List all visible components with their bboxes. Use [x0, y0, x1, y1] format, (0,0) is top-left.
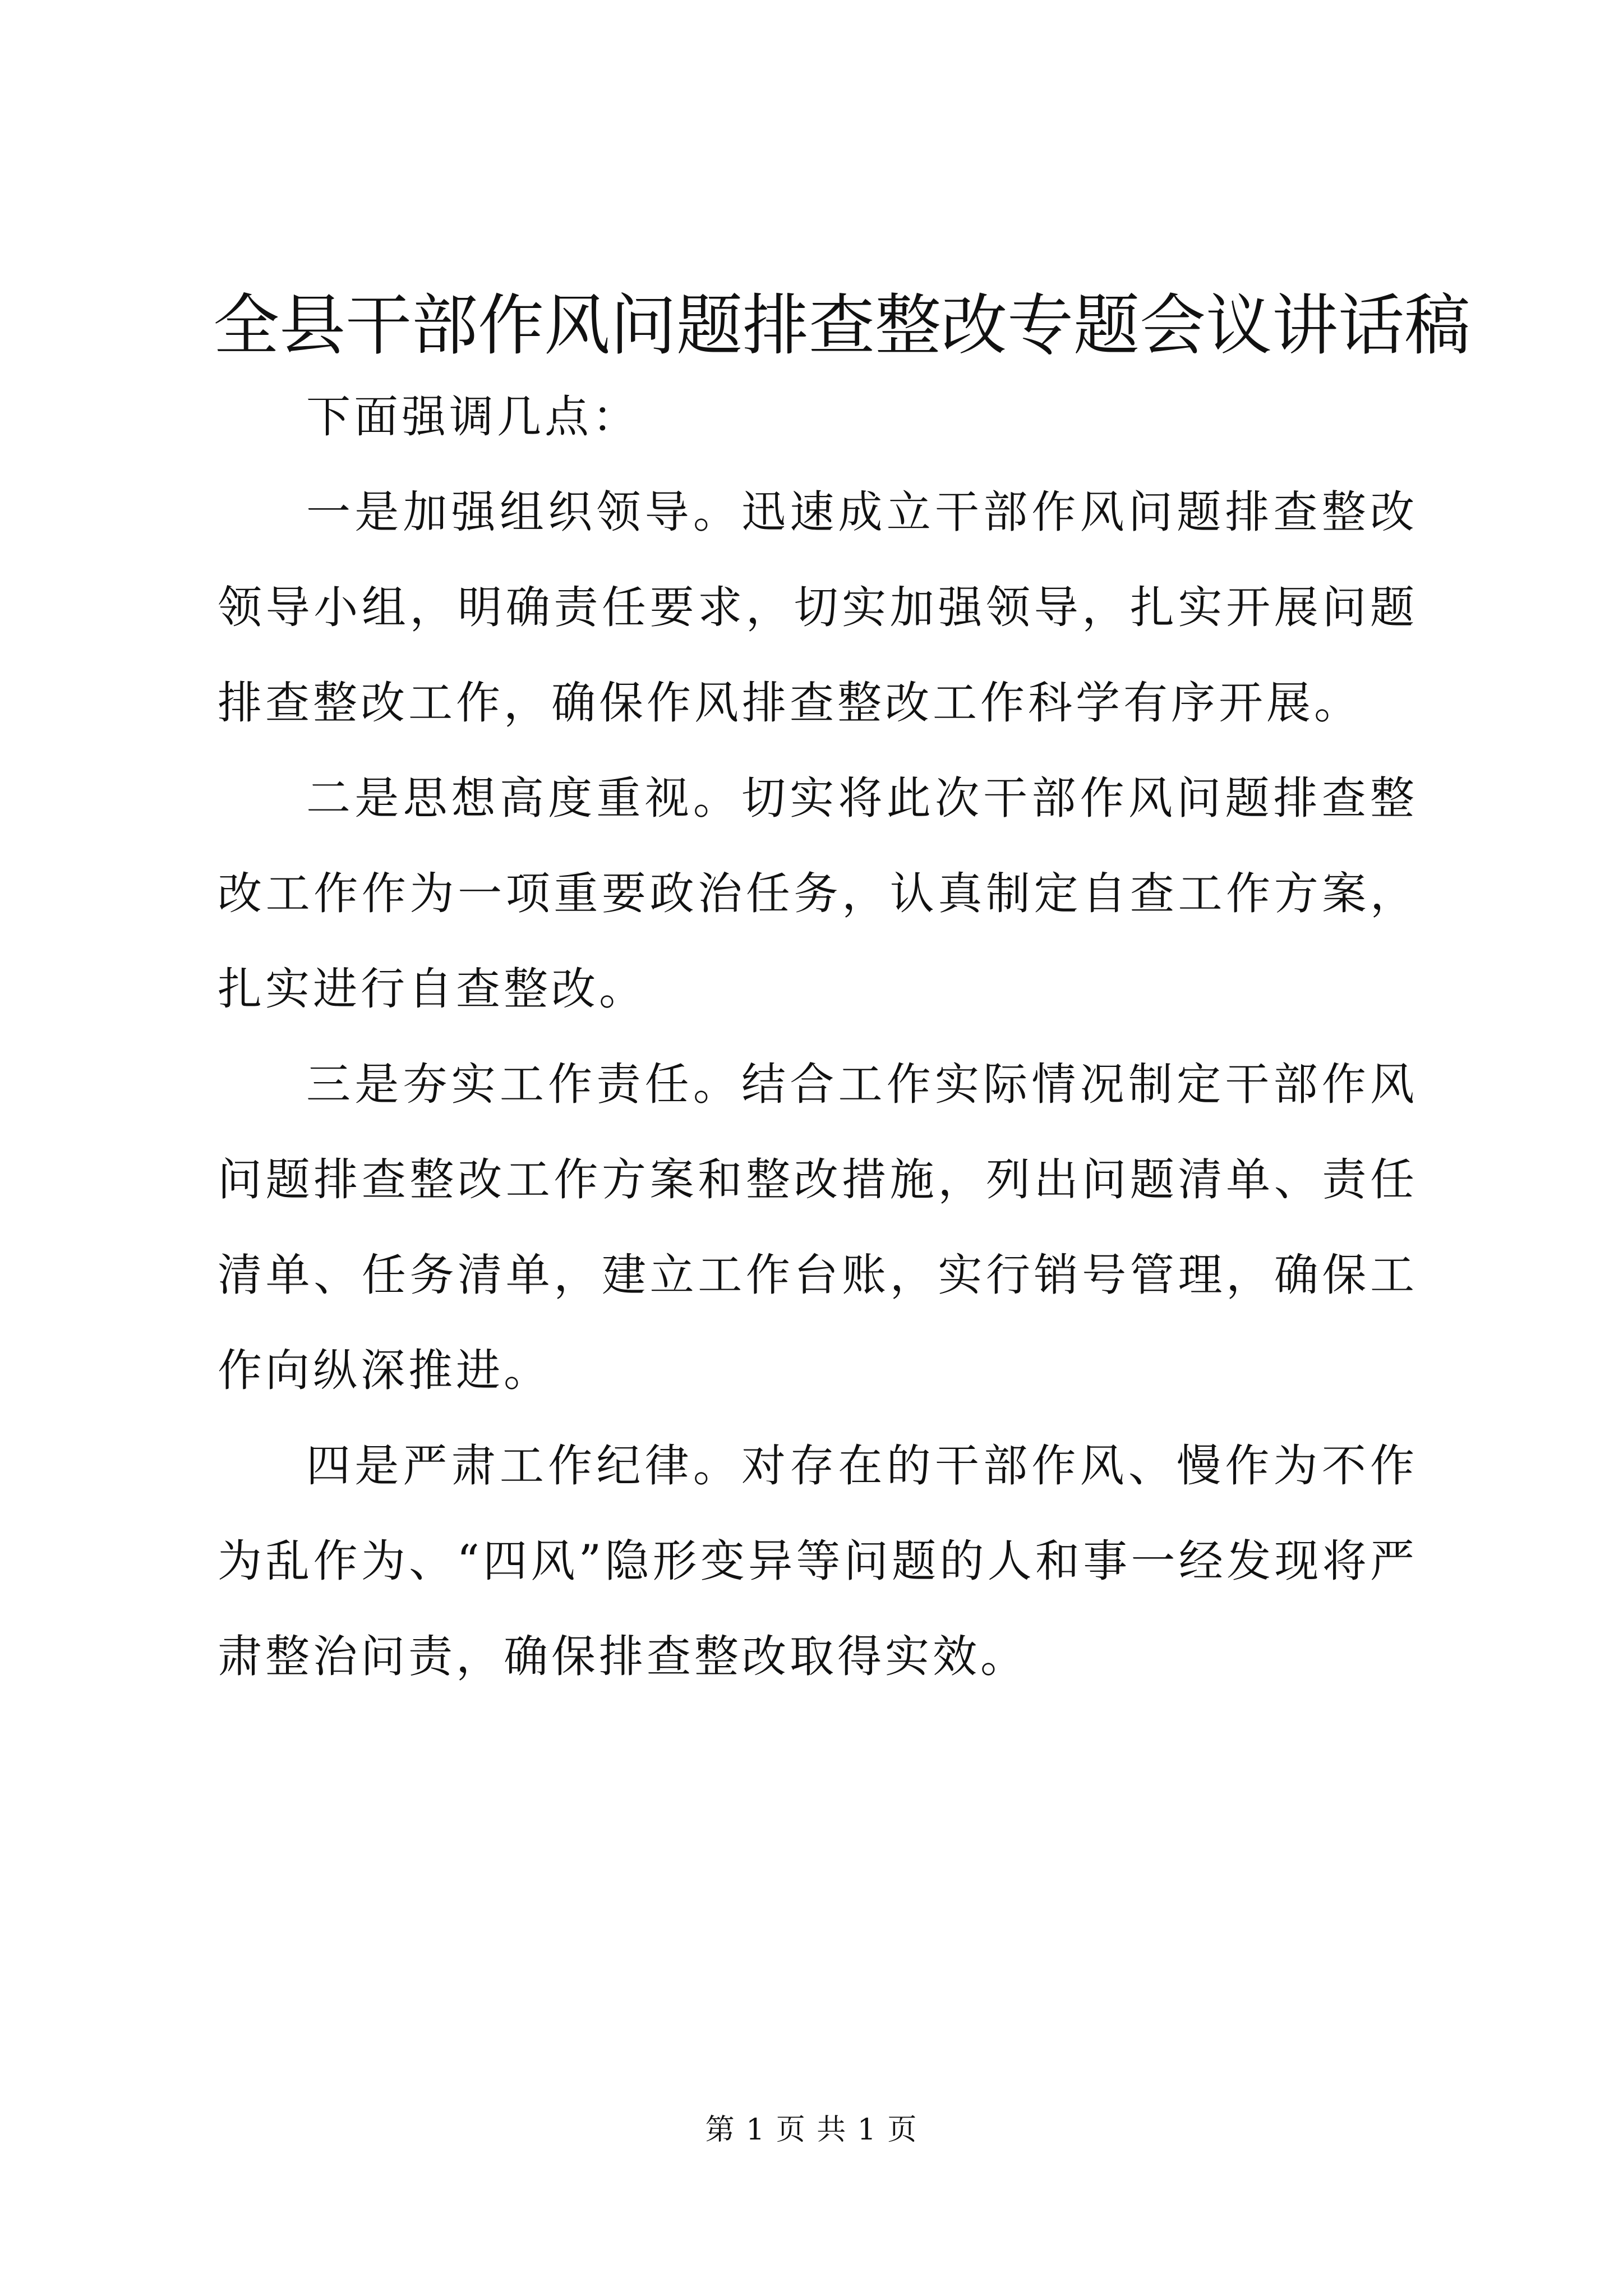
paragraph-point-4: 四是严肃工作纪律。对存在的干部作风、慢作为不作为乱作为、“四风”隐形变异等问题的人和事一经发现将严肃整治问责，确保排查整改取得实效。 [218, 1440, 1418, 1682]
document-title: 全县干部作风问题排查整改专题会议讲话稿 [213, 287, 1471, 364]
paragraph-point-3: 三是夯实工作责任。结合工作实际情况制定干部作风问题排查整改工作方案和整改措施，列出问题清单、责任清单、任务清单，建立工作台账，实行销号管理，确保工作向纵深推进。 [218, 1059, 1418, 1396]
paragraph-intro: 下面强调几点： [306, 391, 640, 443]
paragraph-point-2: 二是思想高度重视。切实将此次干部作风问题排查整改工作作为一项重要政治任务，认真制定自查工作方案，扎实进行自查整改。 [218, 772, 1418, 1015]
page-footer: 第 1 页 共 1 页 [705, 2113, 918, 2147]
paragraph-point-1: 一是加强组织领导。迅速成立干部作风问题排查整改领导小组，明确责任要求，切实加强领导，扎实开展问题排查整改工作，确保作风排查整改工作科学有序开展。 [218, 486, 1418, 729]
document-body [218, 369, 1418, 1704]
